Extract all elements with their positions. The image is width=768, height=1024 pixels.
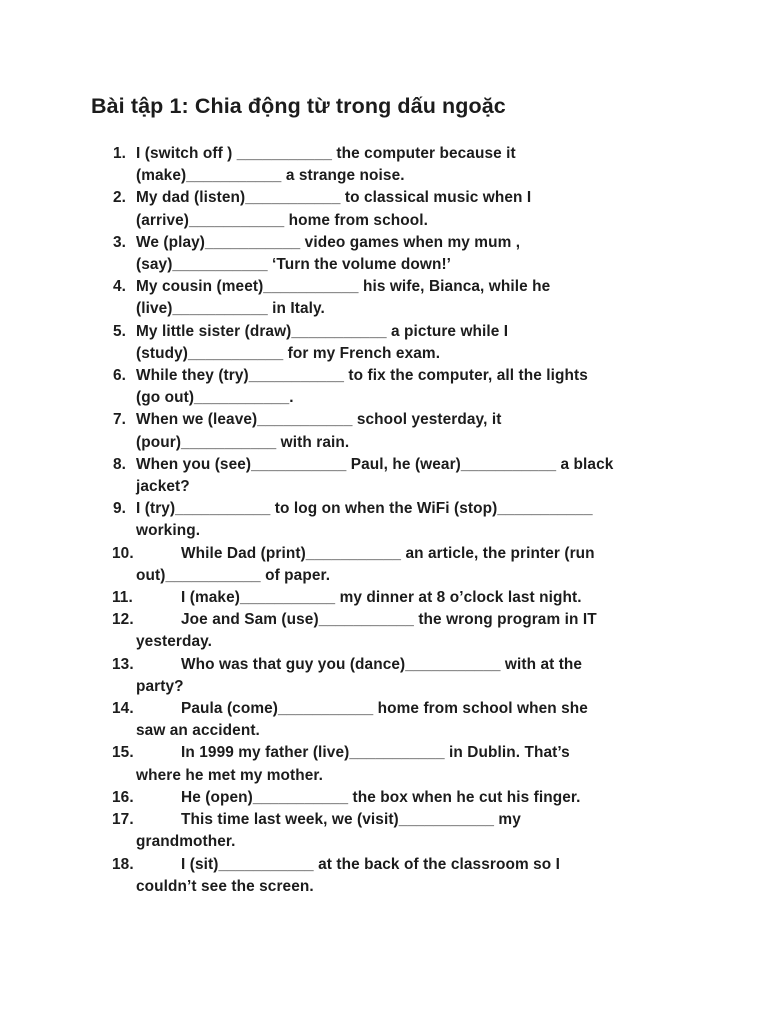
- exercise-number: 14.: [112, 700, 134, 718]
- exercise-text-line-2: (say)___________ ‘Turn the volume down!’: [136, 256, 452, 274]
- exercise-number: 18.: [112, 855, 134, 873]
- exercise-item: [0, 543, 768, 587]
- exercise-text-line-1: My cousin (meet)___________ his wife, Bianca, while he: [136, 278, 551, 296]
- exercise-text-line-2: grandmother.: [136, 833, 236, 851]
- exercise-text-line-1: We (play)___________ video games when my mum ,: [136, 233, 521, 251]
- exercise-item: [0, 742, 768, 786]
- exercise-number: 16.: [112, 788, 134, 806]
- exercise-text-line-2: yesterday.: [136, 633, 213, 651]
- exercise-text-line-2: (make)___________ a strange noise.: [136, 167, 405, 185]
- exercise-text-line-2: working.: [136, 522, 201, 540]
- exercise-number: 12.: [112, 611, 134, 629]
- exercise-number: 4.: [113, 278, 127, 296]
- exercise-item: [0, 809, 768, 853]
- worksheet-title: Bài tập 1: Chia động từ trong dấu ngoặc: [91, 94, 506, 118]
- exercise-text-line-1: This time last week, we (visit)___________ my: [181, 811, 521, 829]
- exercise-text-line-1: When you (see)___________ Paul, he (wear)___________ a black: [136, 455, 614, 473]
- exercise-text-line-2: out)___________ of paper.: [136, 566, 331, 584]
- exercise-text-line-1: He (open)___________ the box when he cut his finger.: [181, 788, 581, 806]
- exercise-text-line-1: In 1999 my father (live)___________ in Dublin. That’s: [181, 744, 570, 762]
- exercise-item: [0, 698, 768, 742]
- exercise-text-line-1: I (switch off ) ___________ the computer because it: [136, 145, 516, 162]
- exercise-number: 2.: [113, 189, 127, 207]
- exercise-number: 9.: [113, 500, 127, 518]
- exercise-item: [0, 609, 768, 653]
- exercise-text-line-2: (live)___________ in Italy.: [136, 300, 325, 318]
- exercise-text-line-2: (pour)___________ with rain.: [136, 433, 350, 451]
- exercise-list: [0, 143, 768, 898]
- exercise-item: [0, 143, 768, 187]
- exercise-text-line-2: couldn’t see the screen.: [136, 877, 314, 895]
- exercise-number: 13.: [112, 655, 134, 673]
- exercise-text-line-2: (study)___________ for my French exam.: [136, 344, 441, 362]
- exercise-text-line-1: While Dad (print)___________ an article, the printer (run: [181, 544, 595, 562]
- exercise-text-line-2: (arrive)___________ home from school.: [136, 211, 428, 229]
- exercise-number: 17.: [112, 811, 134, 829]
- exercise-number: 7.: [113, 411, 127, 429]
- exercise-item: [0, 321, 768, 365]
- exercise-text-line-1: I (try)___________ to log on when the WiFi (stop)___________: [136, 500, 593, 518]
- exercise-number: 11.: [112, 589, 133, 607]
- exercise-text-line-2: party?: [136, 677, 184, 695]
- exercise-item: [0, 409, 768, 453]
- exercise-item: [0, 365, 768, 409]
- exercise-text-line-1: I (sit)___________ at the back of the classroom so I: [181, 855, 561, 873]
- exercise-text-line-1: Paula (come)___________ home from school when she: [181, 700, 588, 718]
- exercise-text-line-1: While they (try)___________ to fix the computer, all the lights: [136, 367, 588, 385]
- exercise-item: [0, 654, 768, 698]
- exercise-number: 8.: [113, 455, 127, 473]
- exercise-text-line-2: (go out)___________.: [136, 389, 294, 407]
- exercise-item: [0, 276, 768, 320]
- exercise-text-line-1: My dad (listen)___________ to classical music when I: [136, 189, 532, 207]
- exercise-item: [0, 187, 768, 231]
- exercise-text-line-1: Joe and Sam (use)___________ the wrong program in IT: [181, 611, 597, 629]
- exercise-number: 6.: [113, 367, 127, 385]
- exercise-item: [0, 587, 768, 609]
- exercise-item: [0, 854, 768, 898]
- exercise-text-line-2: where he met my mother.: [136, 766, 324, 784]
- exercise-text-line-1: My little sister (draw)___________ a picture while I: [136, 322, 509, 340]
- exercise-number: 1.: [113, 145, 127, 162]
- exercise-number: 15.: [112, 744, 134, 762]
- exercise-text-line-2: jacket?: [136, 478, 190, 496]
- exercise-item: [0, 232, 768, 276]
- exercise-text-line-1: I (make)___________ my dinner at 8 o’clock last night.: [181, 589, 582, 607]
- exercise-number: 3.: [113, 233, 127, 251]
- exercise-text-line-1: When we (leave)___________ school yesterday, it: [136, 411, 502, 429]
- exercise-number: 5.: [113, 322, 127, 340]
- exercise-text-line-2: saw an accident.: [136, 722, 260, 740]
- exercise-number: 10.: [112, 544, 134, 562]
- exercise-item: [0, 498, 768, 542]
- exercise-item: [0, 454, 768, 498]
- exercise-item: [0, 787, 768, 809]
- exercise-text-line-1: Who was that guy you (dance)___________ with at the: [181, 655, 583, 673]
